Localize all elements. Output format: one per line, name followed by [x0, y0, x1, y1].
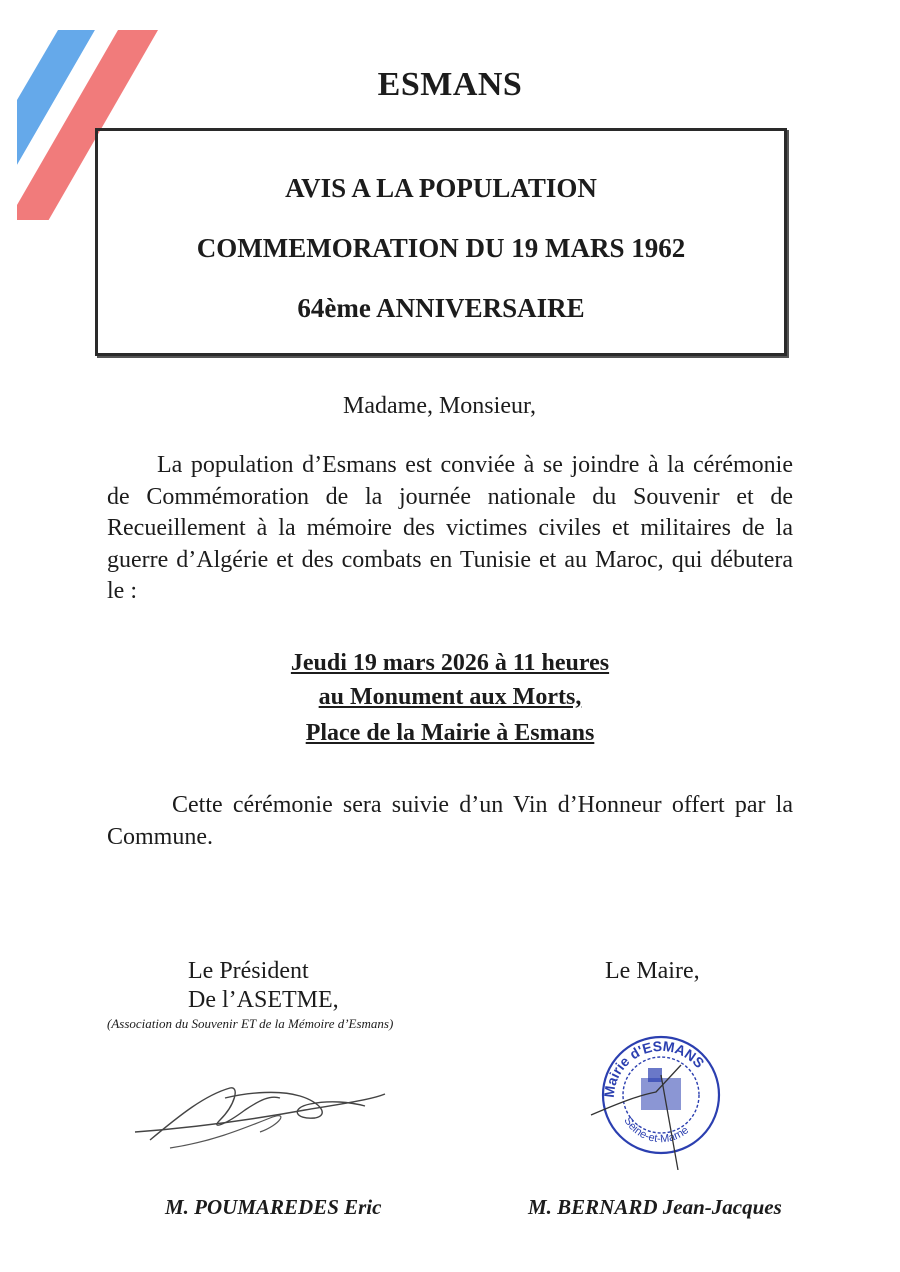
- president-association: De l’ASETME,: [188, 987, 339, 1013]
- president-name: M. POUMAREDES Eric: [165, 1195, 382, 1219]
- svg-text:Seine-et-Marne: [621, 1115, 691, 1145]
- notice-heading: AVIS A LA POPULATION: [285, 173, 597, 203]
- anniversary-heading: 64ème ANNIVERSAIRE: [297, 293, 585, 323]
- notice-title-box: [95, 128, 787, 356]
- mayor-name: M. BERNARD Jean-Jacques: [528, 1195, 782, 1219]
- president-signature: [130, 1070, 390, 1160]
- town-title: ESMANS: [377, 66, 523, 103]
- seal-text-top: Mairie d'ESMANS: [600, 1037, 708, 1099]
- president-title: Le Président: [188, 958, 309, 984]
- event-place: Place de la Mairie à Esmans: [305, 720, 595, 746]
- association-full-name: (Association du Souvenir ET de la Mémoire d’Esmans): [107, 1016, 394, 1031]
- invitation-paragraph: La population d’Esmans est conviée à se joindre à la cérémonie de Commémoration de la journée nationale du Souvenir et de Recueillement à la mémoire des victimes civiles et militaires de la guerre d’Algérie et des combats en Tunisie et au Maroc, qui débutera le :: [107, 452, 793, 604]
- greeting: Madame, Monsieur,: [343, 393, 536, 419]
- town-hall-seal: [586, 1020, 736, 1170]
- seal-text-bottom: Seine-et-Marne: [621, 1115, 692, 1146]
- event-location: au Monument aux Morts,: [318, 684, 582, 710]
- commemoration-heading: COMMEMORATION DU 19 MARS 1962: [196, 233, 686, 263]
- mayor-title: Le Maire,: [605, 958, 700, 984]
- reception-paragraph: Cette cérémonie sera suivie d’un Vin d’Honneur offert par la Commune.: [107, 792, 793, 850]
- event-date: Jeudi 19 mars 2026 à 11 heures: [290, 650, 610, 676]
